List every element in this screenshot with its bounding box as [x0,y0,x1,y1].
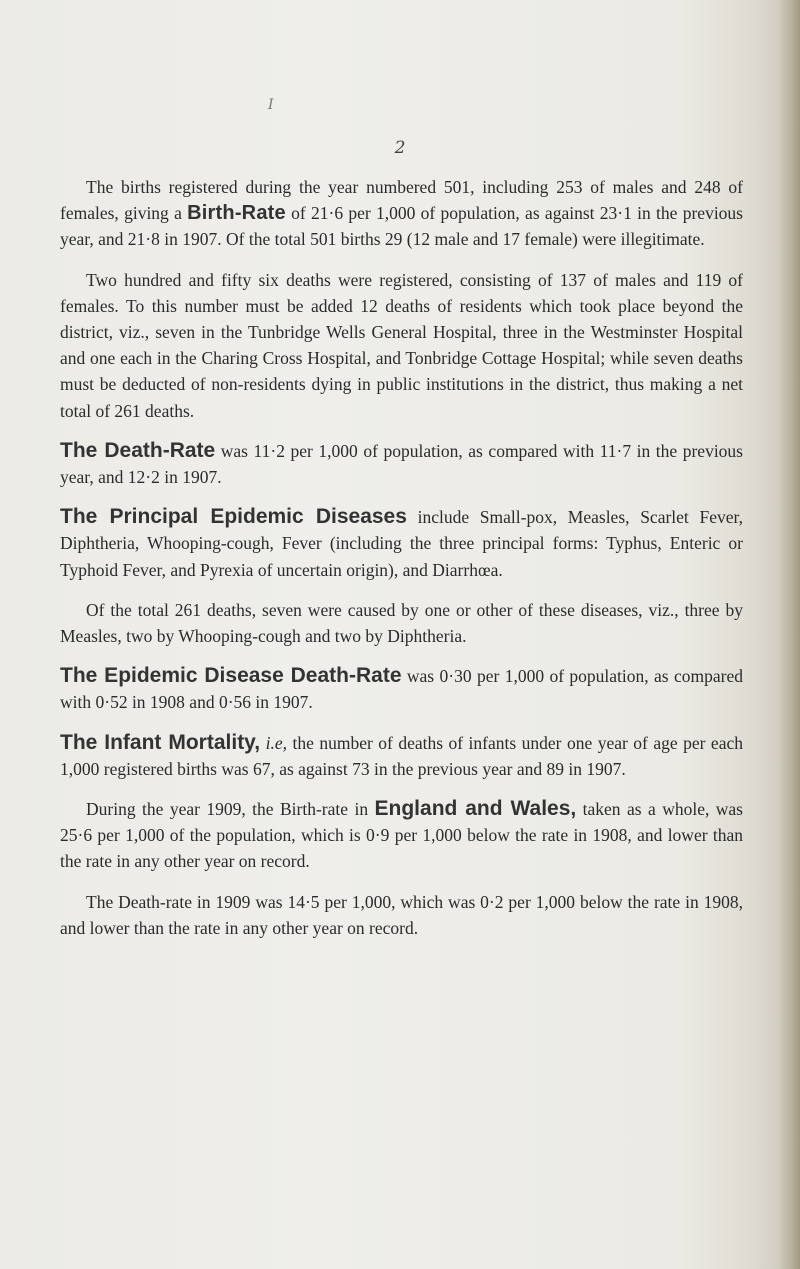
paragraph-text: The Death-rate in 1909 was 14·5 per 1,000, which was 0·2 per 1,000 below the rate in 1908, and lower than the rate in any other year on record. [60,891,743,938]
paragraph-text: was 0·30 per 1,000 of population, as compared with 0·52 in 1908 and 0·56 in 1907. [60,666,744,713]
stray-mark: I [268,97,274,113]
heading-epidemic-death-rate: The Epidemic Disease Death-Rate [60,664,402,688]
paragraph-text: The births registered during the year numbered 501, including 253 of males and 248 of females, giving a [60,177,743,224]
heading-birth-rate: Birth-Rate [187,202,286,225]
paragraph-text: the number of deaths of infants under one year of age per each 1,000 registered births was 67, as against 73 in the previous year and 89 in 1907. [60,732,743,779]
paragraph-principal-epidemic [60,504,743,583]
paragraph-infant-mortality [60,730,743,782]
paragraph-england-wales [60,796,743,875]
heading-death-rate: The Death-Rate [60,438,216,462]
page-number: 2 [394,138,406,158]
paragraph-death-rate [60,438,743,490]
paragraph-epidemic-death-rate [60,663,743,715]
heading-england-wales: England and Wales, [374,797,577,821]
paragraph-national-death-rate [60,889,743,941]
heading-infant-mortality: The Infant Mortality, [60,730,261,754]
paragraph-text: During the year 1909, the Birth-rate in [86,799,375,820]
paragraph-text: was 11·2 per 1,000 of population, as compared with 11·7 in the previous year, and 12·2 in 1907. [60,440,743,488]
paragraph-births [60,174,743,253]
page-edge-shadow [778,0,800,1269]
paragraph-text: include Small-pox, Measles, Scarlet Fever, Diphtheria, Whooping-cough, Fever (including the three principal forms: Typhus, Enteric or Typhoid Fever, and Pyrexia of uncertain origin), and Diarrhœa. [60,507,743,580]
document-body [60,174,743,955]
paragraph-epidemic-deaths [60,597,743,649]
paragraph-text: taken as a whole, was 25·6 per 1,000 of the population, which is 0·9 per 1,000 below the rate in 1908, and lower than the rate in any other year on record. [60,799,743,872]
paragraph-text-italic: i.e, [260,732,287,753]
heading-principal-epidemic: The Principal Epidemic Diseases [60,505,407,529]
paragraph-text: Two hundred and fifty six deaths were registered, consisting of 137 of males and 119 of females. To this number must be added 12 deaths of residents which took place beyond the district, viz., seven in the Tunbridge Wells General Hospital, three in the Westminster Hospital and one each in the Charing Cross Hospital, and Tonbridge Cottage Hospital; while seven deaths must be deducted of non-residents dying in public institutions in the district, thus making a net total of 261 deaths. [60,269,743,421]
paragraph-text: of 21·6 per 1,000 of population, as against 23·1 in the previous year, and 21·8 in 1907. Of the total 501 births 29 (12 male and 17 female) were illegitimate. [60,203,743,250]
paragraph-text: Of the total 261 deaths, seven were caused by one or other of these diseases, viz., three by Measles, two by Whooping-cough and two by Diphtheria. [60,599,743,647]
paragraph-deaths [60,267,743,424]
